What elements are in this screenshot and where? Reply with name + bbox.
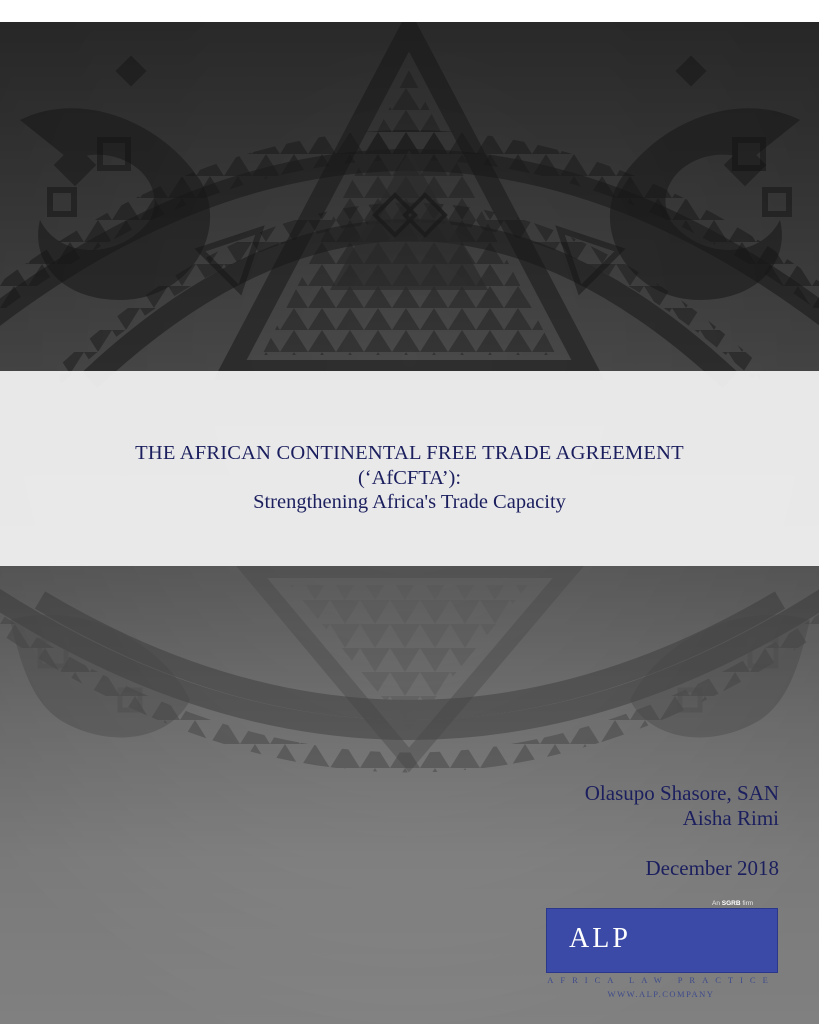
document-title	[0, 440, 819, 514]
alp-logo	[546, 908, 778, 973]
authors	[585, 781, 779, 831]
affiliation-prefix: An	[712, 900, 720, 907]
title-line-3: Strengthening Africa's Trade Capacity	[253, 491, 566, 513]
logo-url: WWW.ALP.COMPANY	[607, 989, 715, 999]
author-2: Aisha Rimi	[682, 806, 779, 830]
title-line-1: THE AFRICAN CONTINENTAL FREE TRADE AGREEMENT	[135, 442, 684, 464]
title-line-2: (‘AfCFTA’):	[357, 467, 462, 489]
affiliation-brand: SGRB	[721, 900, 741, 907]
publication-date: December 2018	[645, 856, 779, 880]
logo-text: ALP	[569, 923, 631, 954]
affiliation-suffix: firm	[742, 900, 754, 907]
top-white-strip	[0, 0, 819, 22]
logo-tagline: AFRICA LAW PRACTICE	[547, 975, 775, 985]
author-1: Olasupo Shasore, SAN	[584, 781, 779, 805]
affiliation-note	[712, 900, 753, 907]
